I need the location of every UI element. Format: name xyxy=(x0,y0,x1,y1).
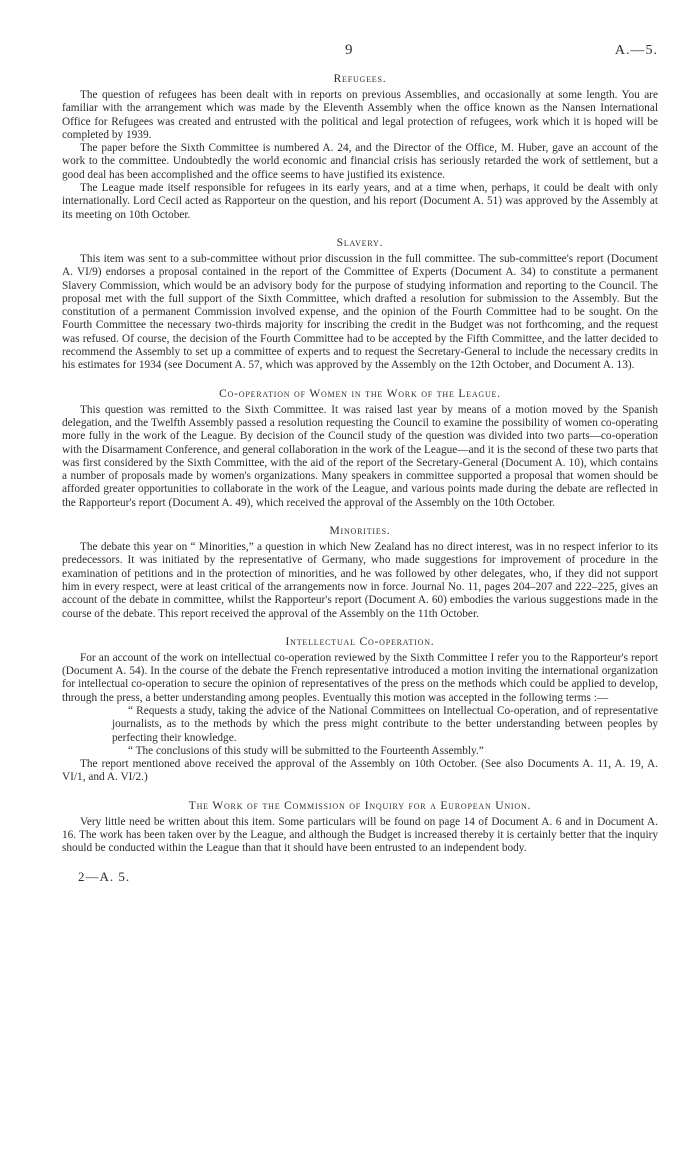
paragraph: For an account of the work on intellectual co-operation reviewed by the Sixth Committee I refer you to the Rapporteur's report (Document A. 54). In the course of the debate the French representative introduced a motion inviting the international organization for intellectual co-operation to secure the opinion of representatives of the press on the methods which could be applied to develop, through the press, a better understanding among peoples. Eventually this motion was accepted in the following terms :— xyxy=(62,651,658,704)
page-number: 9 xyxy=(345,42,353,58)
section-slavery xyxy=(62,236,658,373)
section-minorities xyxy=(62,524,658,621)
section-heading: Minorities. xyxy=(329,525,391,538)
quote-paragraph: “ The conclusions of this study will be submitted to the Fourteenth Assembly.” xyxy=(128,744,484,757)
section-refugees xyxy=(62,72,658,222)
paragraph: The paper before the Sixth Committee is numbered A. 24, and the Director of the Office, M. Huber, gave an account of the work to the committee. Undoubtedly the world economic and financial crisis has seriously retarded the work of settlement, but a good deal has been accomplished and the office seems to have justified its existence. xyxy=(62,142,658,181)
paragraph: Very little need be written about this item. Some particulars will be found on page 14 of Document A. 6 and in Document A. 16. The work has been taken over by the League, and although the Budget is increased thereby it is certainly better that the inquiry should be conducted within the League than that it should have been entrusted to an independent body. xyxy=(62,815,658,855)
section-women-cooperation xyxy=(62,387,658,510)
section-heading: The Work of the Commission of Inquiry for a European Union. xyxy=(188,799,532,812)
quote-paragraph: “ Requests a study, taking the advice of the National Committees on Intellectual Co-operation, and of representative journalists, as to the methods by which the press might contribute to the better understanding between peoples by perfecting their knowledge. xyxy=(112,704,658,744)
section-heading: Refugees. xyxy=(333,73,387,85)
paragraph: The League made itself responsible for refugees in its early years, and at a time when, perhaps, it could be dealt with only internationally. Lord Cecil acted as Rapporteur on the question, and his report (Document A. 51) was approved by the Assembly at its meeting on 10th October. xyxy=(62,182,658,221)
signature-mark: 2—A. 5. xyxy=(78,868,131,884)
section-european-union xyxy=(62,799,658,856)
paragraph: This item was sent to a sub-committee without prior discussion in the full committee. The sub-committee's report (Document A. VI/9) endorses a proposal contained in the report of the Committee of Experts (Document A. 34) to constitute a permanent Slavery Commission, which would be an advisory body for the purpose of studying information and reporting to the Council. The proposal met with the full support of the Sixth Committee, which drafted a resolution for submission to the Assembly. But the constitution of a permanent Commission involved expense, and the opinion of the Fourth Committee had to be sought. On the Fourth Committee the necessary two-thirds majority for inscribing the credit in the Budget was not forthcoming, and the request was refused. Of course, the decision of the Fourth Committee had to be accepted by the Fifth Committee, and the latter decided to recommend the Assembly to set up a committee of experts and to request the Secretary-General to include the necessary credits in his estimates for 1934 (see Document A. 57, which was approved by the Assembly on the 12th October, and Document A. 13). xyxy=(62,252,658,372)
paragraph: The report mentioned above received the approval of the Assembly on 10th October. (See also Documents A. 11, A. 19, A. VI/1, and A. VI/2.) xyxy=(62,758,658,784)
paragraph: The question of refugees has been dealt with in reports on previous Assemblies, and occasionally at some length. You are familiar with the arrangement which was made by the Eleventh Assembly when the office known as the Nansen International Office for Refugees was created and entrusted with the political and legal protection of refugees, work which it is hoped will be completed by 1939. xyxy=(62,89,658,141)
document-reference: A.—5. xyxy=(614,43,658,58)
paragraph: The debate this year on “ Minorities,” a question in which New Zealand has no direct interest, was in no respect inferior to its predecessors. It was initiated by the representative of Germany, who made suggestions for improvement of procedure in the examination of petitions and in the protection of minorities, and he was followed by other delegates, who, if they did not support him in every respect, were at least critical of the arrangements now in force. Journal No. 11, pages 204–207 and 222–225, gives an account of the debate in committee, whilst the Rapporteur's report (Document A. 60) embodies the various suggestions made in the course of the debate. This report received the approval of the Assembly on the 11th October. xyxy=(62,541,658,620)
paragraph: This question was remitted to the Sixth Committee. It was raised last year by means of a motion moved by the Spanish delegation, and the Twelfth Assembly passed a resolution requesting the Council to examine the possibility of women co-operating more fully in the work of the League. By decision of the Council study of the question was divided into two parts—co-operation with the Disarmament Conference, and general collaboration in the work of the League—and it is the second of these two parts that was first considered by the Sixth Committee, with the aid of the report of the Secretary-General (Document A. 10), which contains a number of proposals made by women's organizations. Many speakers in committee supported a proposal that women should be afforded greater opportunities to collaborate in the work of the League, and various points made during the debate are reflected in the Rapporteur's report (Document A. 49), which received the approval of the Assembly on the 10th October. xyxy=(62,403,658,509)
section-heading: Slavery. xyxy=(336,236,384,249)
section-heading: Co-operation of Women in the Work of the League. xyxy=(219,387,501,400)
quoted-resolution xyxy=(112,705,658,758)
section-intellectual-cooperation xyxy=(62,635,658,785)
section-heading: Intellectual Co-operation. xyxy=(285,635,435,648)
page-header xyxy=(62,44,658,64)
